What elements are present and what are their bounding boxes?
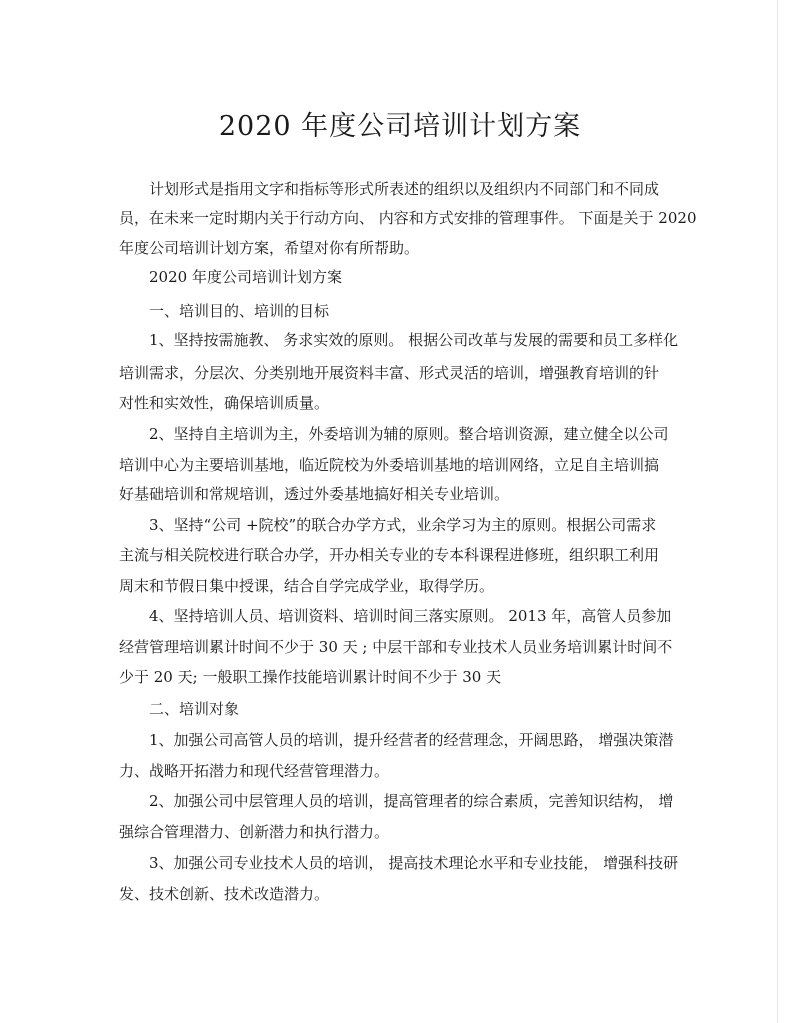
body-line: 少于 20 天; 一般职工操作技能培训累计时间不少于 30 天 (119, 668, 502, 686)
body-line: 计划形式是指用文字和指标等形式所表述的组织以及组织内不同部门和不同成 (149, 180, 660, 198)
section-heading: 二、培训对象 (149, 700, 240, 718)
body-line: 3、加强公司专业技术人员的培训， 提高技术理论水平和专业技能， 增强科技研 (149, 854, 679, 872)
body-line: 1、坚持按需施教、 务求实效的原则。 根据公司改革与发展的需要和员工多样化 (149, 331, 679, 349)
body-line: 发、技术创新、技术改造潜力。 (119, 885, 330, 903)
body-line: 强综合管理潜力、创新潜力和执行潜力。 (119, 823, 390, 841)
body-line: 2、加强公司中层管理人员的培训，提高管理者的综合素质，完善知识结构， 增 (149, 792, 674, 810)
body-line: 主流与相关院校进行联合办学，开办相关专业的专本科课程进修班，组织职工利用 (119, 546, 660, 564)
body-line: 4、坚持培训人员、培训资料、培训时间三落实原则。 2013 年，高管人员参加 (149, 607, 672, 625)
section-heading: 2020 年度公司培训计划方案 (149, 268, 342, 286)
document-title: 2020 年度公司培训计划方案 (218, 111, 582, 142)
body-line: 培训中心为主要培训基地，临近院校为外委培训基地的培训网络，立足自主培训搞 (119, 456, 660, 474)
body-line: 培训需求，分层次、分类别地开展资料丰富、形式灵活的培训，增强教育培训的针 (119, 364, 660, 382)
body-line: 2、坚持自主培训为主，外委培训为辅的原则。整合培训资源，建立健全以公司 (149, 425, 669, 443)
body-line: 周末和节假日集中授课，结合自学完成学业，取得学历。 (119, 577, 495, 595)
body-line: 3、坚持“公司 +院校”的联合办学方式，业余学习为主的原则。根据公司需求 (149, 516, 657, 534)
body-line: 员，在未来一定时期内关于行动方向、 内容和方式安排的管理事件。 下面是关于 2020 (119, 209, 697, 227)
body-line: 力、战略开拓潜力和现代经营管理潜力。 (119, 762, 390, 780)
page-edge-divider (777, 0, 778, 1023)
body-line: 年度公司培训计划方案，希望对你有所帮助。 (119, 239, 420, 257)
body-line: 1、加强公司高管人员的培训，提升经营者的经营理念，开阔思路， 增强决策潜 (149, 731, 674, 749)
body-line: 对性和实效性，确保培训质量。 (119, 394, 330, 412)
body-line: 经营管理培训累计时间不少于 30 天 ; 中层干部和专业技术人员业务培训累计时间不 (119, 638, 673, 656)
body-line: 好基础培训和常规培训，透过外委基地搞好相关专业培训。 (119, 485, 510, 503)
section-heading: 一、培训目的、培训的目标 (149, 302, 330, 320)
